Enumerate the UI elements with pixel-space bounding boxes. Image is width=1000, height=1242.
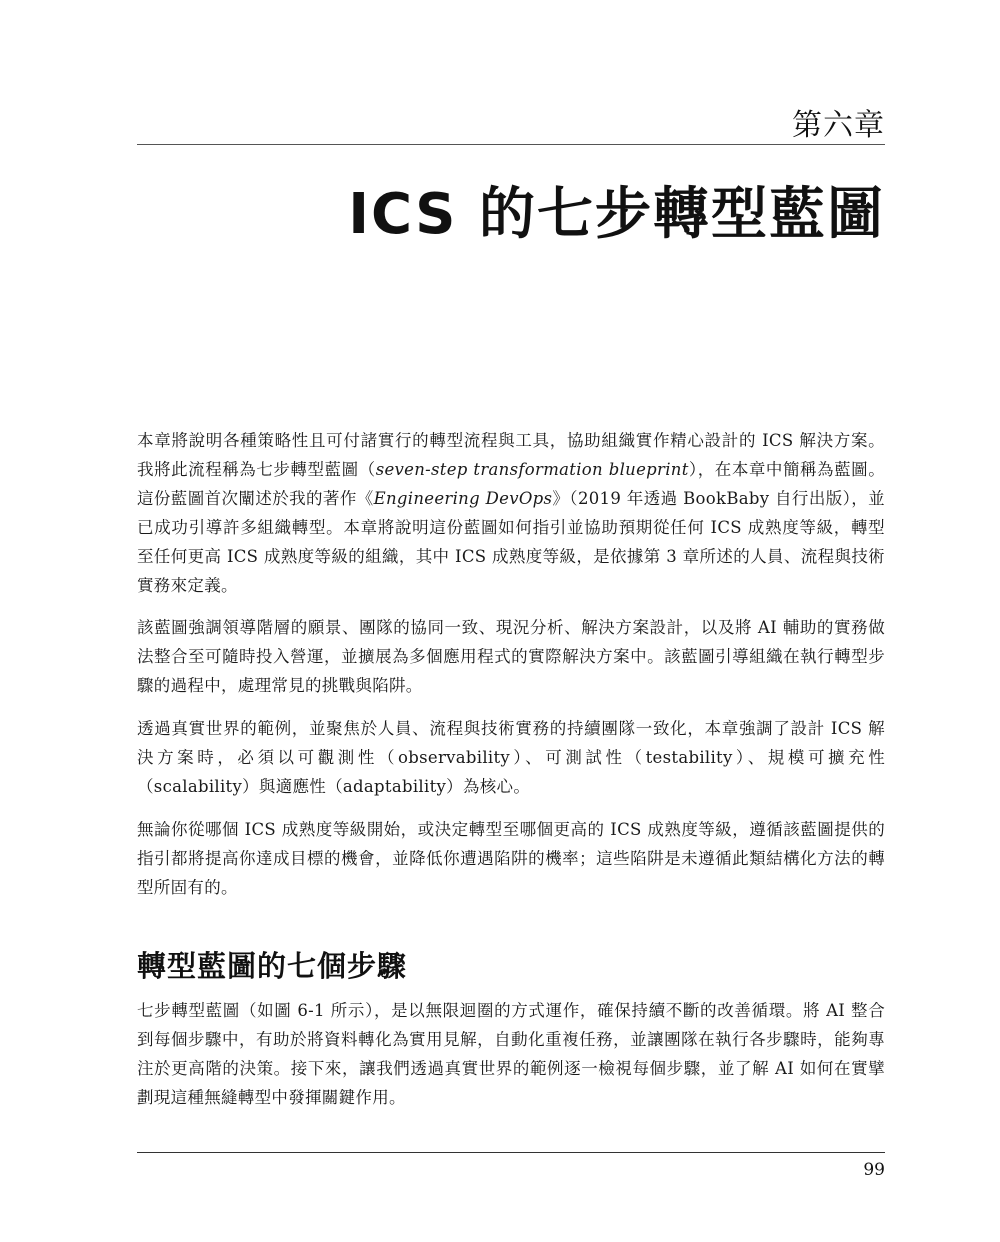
italic-book-title: Engineering DevOps (373, 489, 553, 508)
chapter-title: ICS 的七步轉型藍圖 (348, 182, 885, 247)
intro-paragraph-1 (137, 426, 885, 600)
italic-term: seven-step transformation blueprint (375, 460, 689, 479)
section-paragraph-1: 七步轉型藍圖（如圖 6-1 所示），是以無限迴圈的方式運作，確保持續不斷的改善循環。將 AI 整合到每個步驟中，有助於將資料轉化為實用見解，自動化重複任務，並讓團隊在執行各步驟時，能夠專注於更高階的決策。接下來，讓我們透過真實世界的範例逐一檢視每個步驟，並了解 AI 如何在實擘劃現這種無縫轉型中發揮關鍵作用。 (137, 1001, 885, 1107)
paragraph-text: 》（2019 年透過 BookBaby 自行出版），並已成功引導許多組織轉型。本章將說明這份藍圖如何指引並協助預期從任何 ICS 成熟度等級，轉型至任何更高 ICS 成熟度等級的組織，其中 ICS 成熟度等級，是依據第 3 章所述的人員、流程與技術實務來定義。 (137, 489, 885, 595)
intro-paragraph-3: 透過真實世界的範例，並聚焦於人員、流程與技術實務的持續團隊一致化，本章強調了設計 ICS 解決方案時，必須以可觀測性（observability）、可測試性（testability）、規模可擴充性（scalability）與適應性（adaptability）為核心。 (137, 719, 885, 796)
footer-divider (137, 1152, 885, 1153)
section-heading: 轉型藍圖的七個步驟 (137, 949, 408, 983)
paragraph-text: ），在本章中簡稱為藍圖。這份藍圖首次闡述於我的著作《 (137, 460, 886, 508)
intro-paragraph-4: 無論你從哪個 ICS 成熟度等級開始，或決定轉型至哪個更高的 ICS 成熟度等級，遵循該藍圖提供的指引都將提高你達成目標的機會，並降低你遭遇陷阱的機率；這些陷阱是未遵循此類結構化方法的轉型所固有的。 (137, 820, 885, 897)
paragraph-text: 本章將說明各種策略性且可付諸實行的轉型流程與工具，協助組織實作精心設計的 ICS 解決方案。我將此流程稱為七步轉型藍圖（ (137, 431, 885, 479)
page-number: 99 (863, 1160, 885, 1180)
chapter-divider (137, 144, 885, 145)
intro-paragraph-2: 該藍圖強調領導階層的願景、團隊的協同一致、現況分析、解決方案設計，以及將 AI 輔助的實務做法整合至可隨時投入營運，並擴展為多個應用程式的實際解決方案中。該藍圖引導組織在執行轉型步驟的過程中，處理常見的挑戰與陷阱。 (137, 618, 885, 695)
chapter-label: 第六章 (792, 108, 885, 143)
